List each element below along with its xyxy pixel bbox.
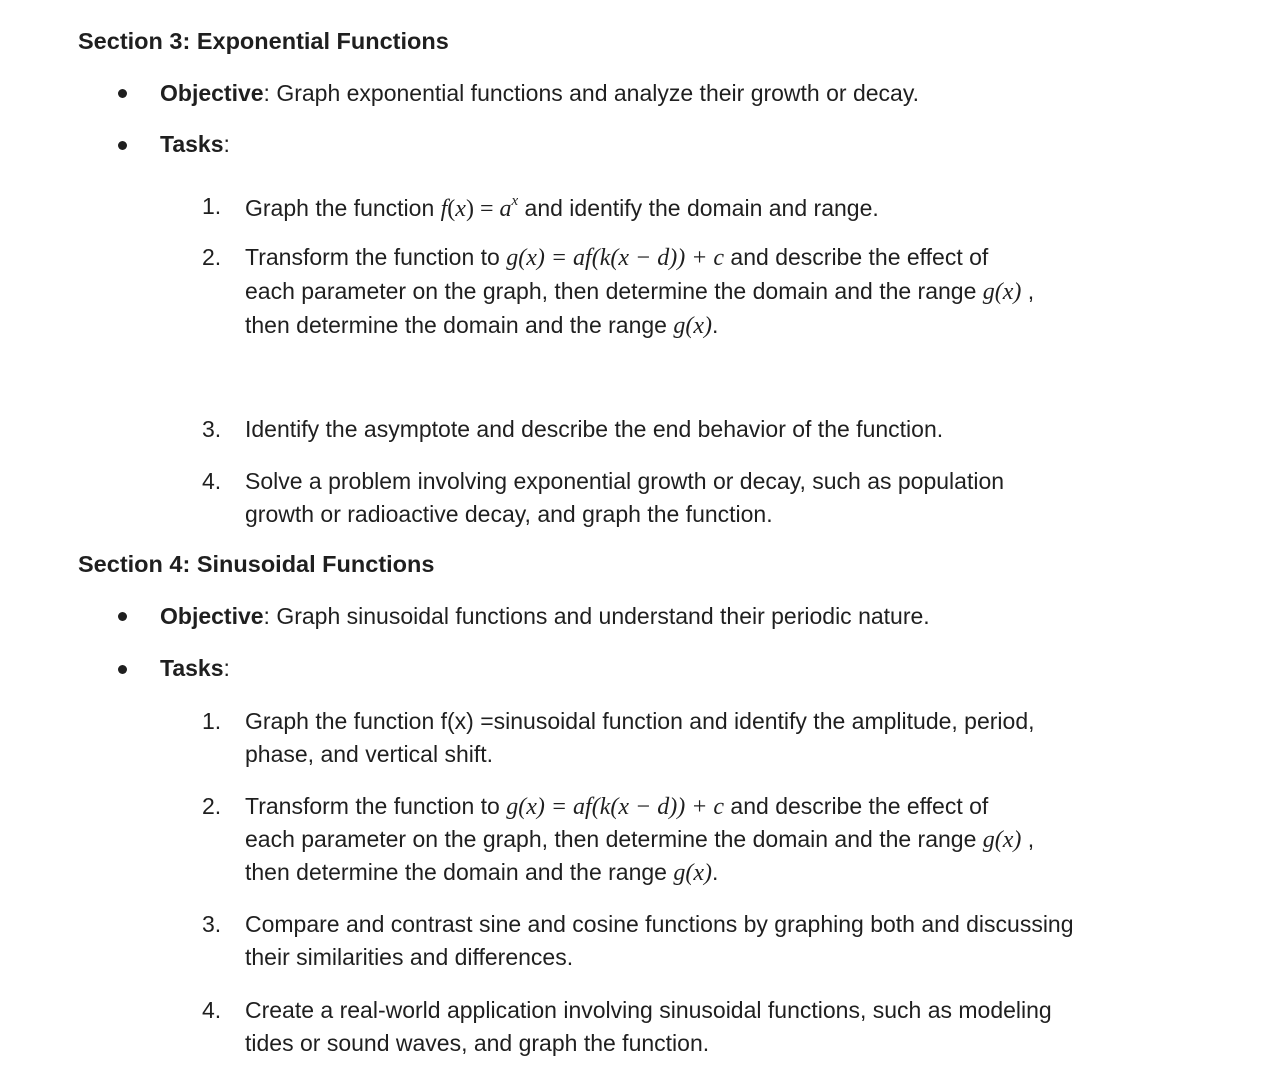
objective-text: : Graph exponential functions and analyze their growth or decay. xyxy=(263,80,920,106)
task-text: then determine the domain and the range xyxy=(245,859,674,885)
section-3-task-4-line-1: Solve a problem involving exponential growth or decay, such as population xyxy=(245,468,1005,494)
task-number: 3. xyxy=(202,911,222,937)
task-number: 1. xyxy=(202,193,222,219)
task-text: Graph the function xyxy=(245,195,441,221)
section-3-task-4-line-2: growth or radioactive decay, and graph the function. xyxy=(245,501,773,527)
section-3-task-2-line-3 xyxy=(245,312,718,340)
section-4-task-4-line-1: Create a real-world application involving sinusoidal functions, such as modeling xyxy=(245,997,1052,1023)
task-number: 2. xyxy=(202,244,222,270)
task-text: and identify the domain and range. xyxy=(518,195,879,221)
section-4-task-3-line-2: their similarities and differences. xyxy=(245,944,574,970)
section-3-objective xyxy=(160,80,919,107)
section-4-task-2-line-1 xyxy=(245,793,988,821)
section-3-heading: Section 3: Exponential Functions xyxy=(78,28,449,54)
task-number: 4. xyxy=(202,997,222,1023)
section-4-task-1-line-2: phase, and vertical shift. xyxy=(245,741,494,767)
section-4-task-2-line-2 xyxy=(245,826,1034,854)
math-g: g(x) xyxy=(673,860,712,886)
math-x: x xyxy=(455,196,466,222)
task-text: . xyxy=(712,312,719,338)
math-paren-eq: ) = xyxy=(465,196,500,222)
section-4-task-1-line-1: Graph the function f(x) =sinusoidal function and identify the amplitude, period, xyxy=(245,708,1035,734)
objective-text: : Graph sinusoidal functions and understand their periodic nature. xyxy=(263,603,930,629)
tasks-label: Tasks xyxy=(160,131,224,157)
section-3-task-2-line-1 xyxy=(245,244,988,272)
task-text: and describe the effect of xyxy=(724,244,989,270)
math-paren: ( xyxy=(447,196,456,222)
section-3-task-2-line-2 xyxy=(245,278,1034,306)
task-text: then determine the domain and the range xyxy=(245,312,674,338)
tasks-colon: : xyxy=(223,655,230,681)
math-f: f xyxy=(440,196,448,222)
task-text: . xyxy=(712,859,719,885)
section-4-objective xyxy=(160,603,930,630)
section-3-task-1 xyxy=(245,193,879,223)
section-4-heading: Section 4: Sinusoidal Functions xyxy=(78,551,435,577)
task-text: Transform the function to xyxy=(245,793,507,819)
math-g: g(x) xyxy=(673,313,712,339)
tasks-colon: : xyxy=(223,131,230,157)
section-3-tasks-label xyxy=(160,131,230,158)
task-text: and describe the effect of xyxy=(724,793,989,819)
task-text: Transform the function to xyxy=(245,244,507,270)
objective-label: Objective xyxy=(160,603,264,629)
task-text: each parameter on the graph, then determine the domain and the range xyxy=(245,278,983,304)
bullet-icon xyxy=(118,141,127,150)
math-a: a xyxy=(499,196,512,222)
section-4-task-2-line-3 xyxy=(245,859,718,887)
section-3-task-3: Identify the asymptote and describe the end behavior of the function. xyxy=(245,416,944,442)
bullet-icon xyxy=(118,612,127,621)
objective-label: Objective xyxy=(160,80,264,106)
bullet-icon xyxy=(118,89,127,98)
math-g: g(x) xyxy=(982,827,1022,853)
section-4-tasks-label xyxy=(160,655,230,682)
math-transform: g(x) = af(k(x − d)) + c xyxy=(506,245,725,271)
tasks-label: Tasks xyxy=(160,655,224,681)
task-text: , xyxy=(1021,278,1035,304)
math-g: g(x) xyxy=(982,279,1022,305)
task-number: 2. xyxy=(202,793,222,819)
task-number: 4. xyxy=(202,468,222,494)
math-transform: g(x) = af(k(x − d)) + c xyxy=(506,794,725,820)
task-text: , xyxy=(1021,826,1035,852)
section-4-task-4-line-2: tides or sound waves, and graph the function. xyxy=(245,1030,710,1056)
task-number: 1. xyxy=(202,708,222,734)
task-number: 3. xyxy=(202,416,222,442)
task-text: each parameter on the graph, then determine the domain and the range xyxy=(245,826,983,852)
bullet-icon xyxy=(118,665,127,674)
math-exponent: x xyxy=(511,193,519,209)
section-4-task-3-line-1: Compare and contrast sine and cosine functions by graphing both and discussing xyxy=(245,911,1074,937)
